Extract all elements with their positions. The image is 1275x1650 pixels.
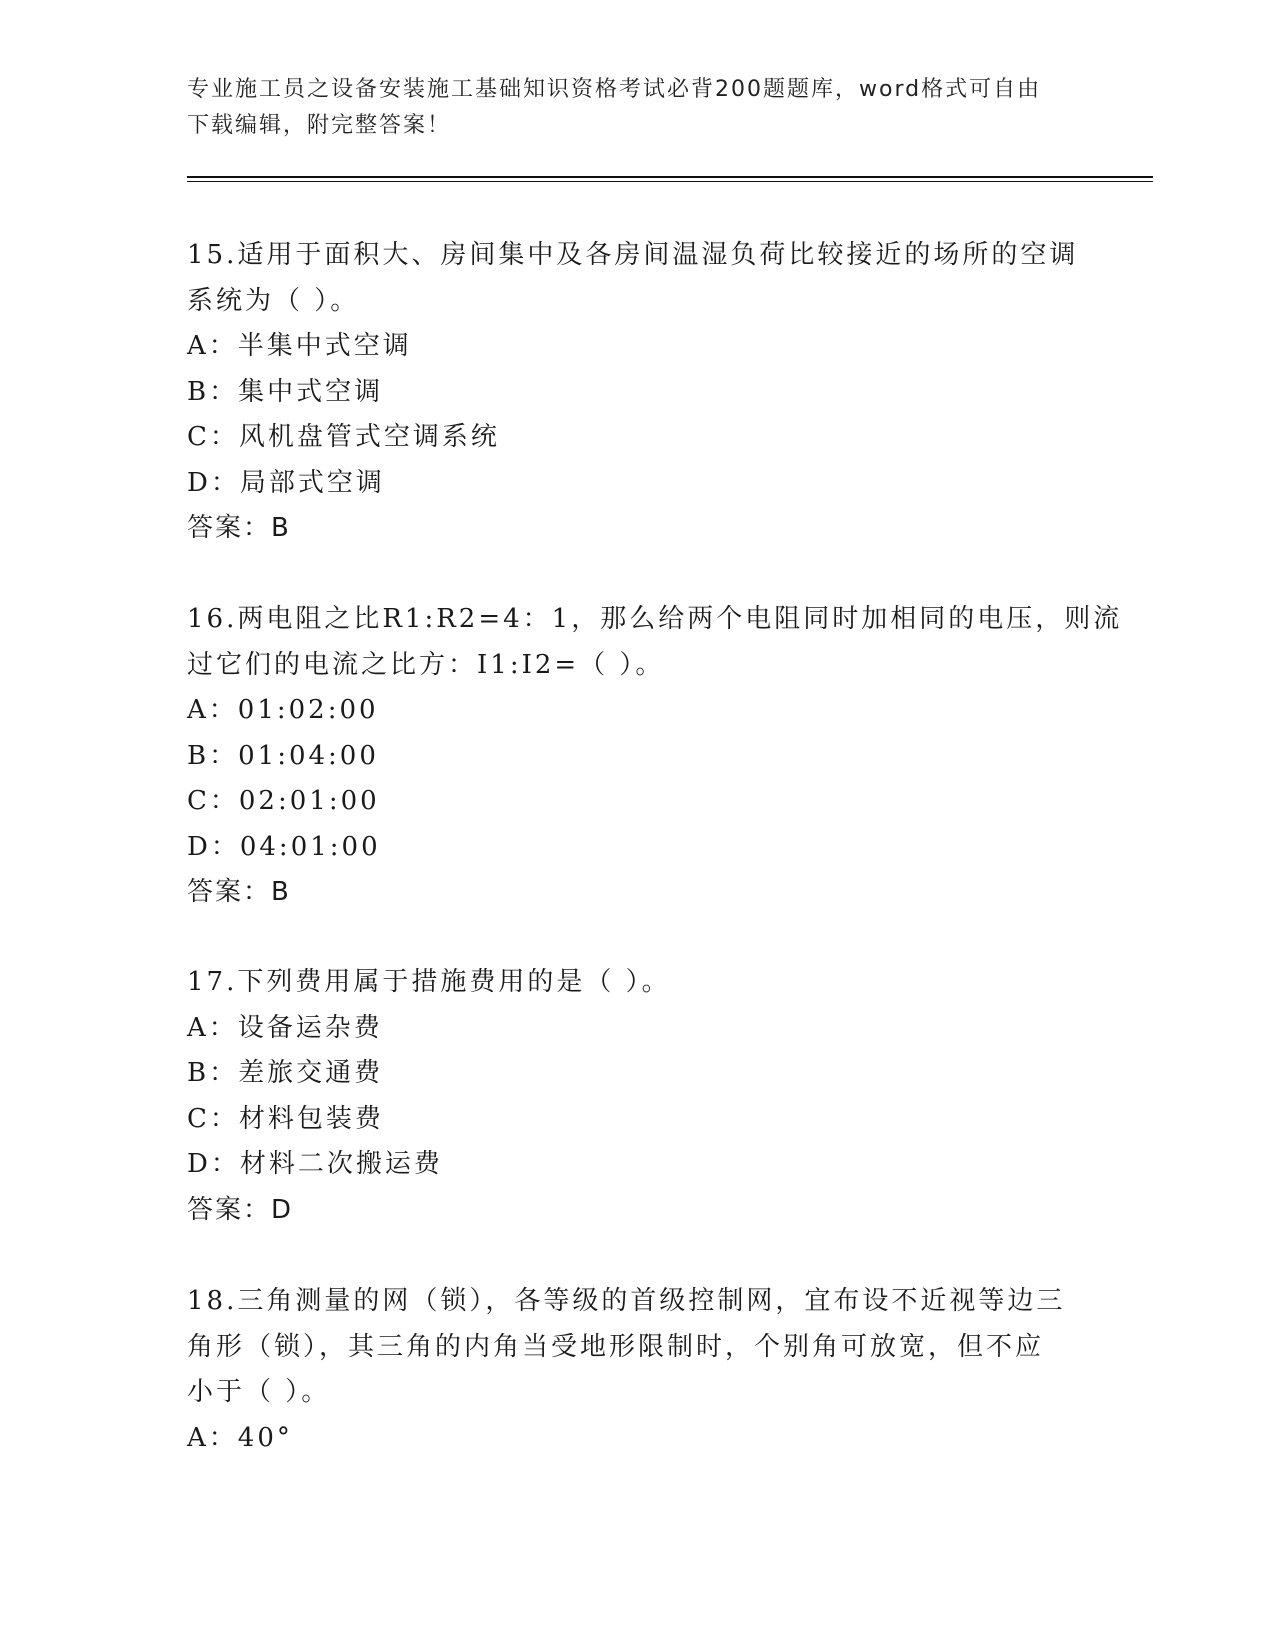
answer: 答案：D [187, 1194, 294, 1225]
option-d: D：局部式空调 [187, 467, 385, 498]
question-stem: 系统为（ ）。 [187, 285, 360, 316]
option-d: D：04:01:00 [187, 831, 381, 862]
question-stem: 15.适用于面积大、房间集中及各房间温湿负荷比较接近的场所的空调 [187, 240, 1079, 270]
question-stem: 18.三角测量的网（锁），各等级的首级控制网，宜布设不近视等边三 [187, 1286, 1066, 1316]
option-a: A：01:02:00 [187, 695, 379, 725]
header-line-1: 专业施工员之设备安装施工基础知识资格考试必背200题题库，word格式可自由 [187, 77, 1042, 102]
question-16 [187, 597, 1123, 916]
option-a: A：半集中式空调 [187, 331, 412, 361]
header-divider-thick [187, 176, 1153, 178]
option-a: A：设备运杂费 [187, 1012, 383, 1043]
question-15 [187, 233, 1087, 552]
header-divider-thin [187, 181, 1153, 182]
option-c: C：02:01:00 [187, 786, 380, 816]
answer: 答案：B [187, 513, 291, 543]
option-d: D：材料二次搬运费 [187, 1149, 443, 1179]
question-stem: 16.两电阻之比R1:R2=4：1，那么给两个电阻同时加相同的电压，则流 [187, 604, 1123, 634]
header-line-2: 下载编辑，附完整答案！ [187, 113, 452, 138]
question-stem: 小于（ ）。 [187, 1377, 331, 1407]
option-c: C：材料包装费 [187, 1103, 384, 1134]
question-stem: 角形（锁），其三角的内角当受地形限制时，个别角可放宽，但不应 [187, 1331, 1045, 1362]
option-b: B：01:04:00 [187, 740, 379, 771]
option-c: C：风机盘管式空调系统 [187, 422, 500, 452]
document-header [187, 72, 1067, 144]
option-b: B：集中式空调 [187, 376, 384, 407]
question-18 [187, 1279, 1087, 1461]
option-a: A：40° [187, 1422, 293, 1453]
question-17 [187, 960, 1087, 1233]
question-stem: 过它们的电流之比方：I1:I2=（ ）。 [187, 649, 665, 680]
answer: 答案：B [187, 877, 291, 907]
option-b: B：差旅交通费 [187, 1058, 384, 1088]
question-stem: 17.下列费用属于措施费用的是（ ）。 [187, 967, 671, 997]
